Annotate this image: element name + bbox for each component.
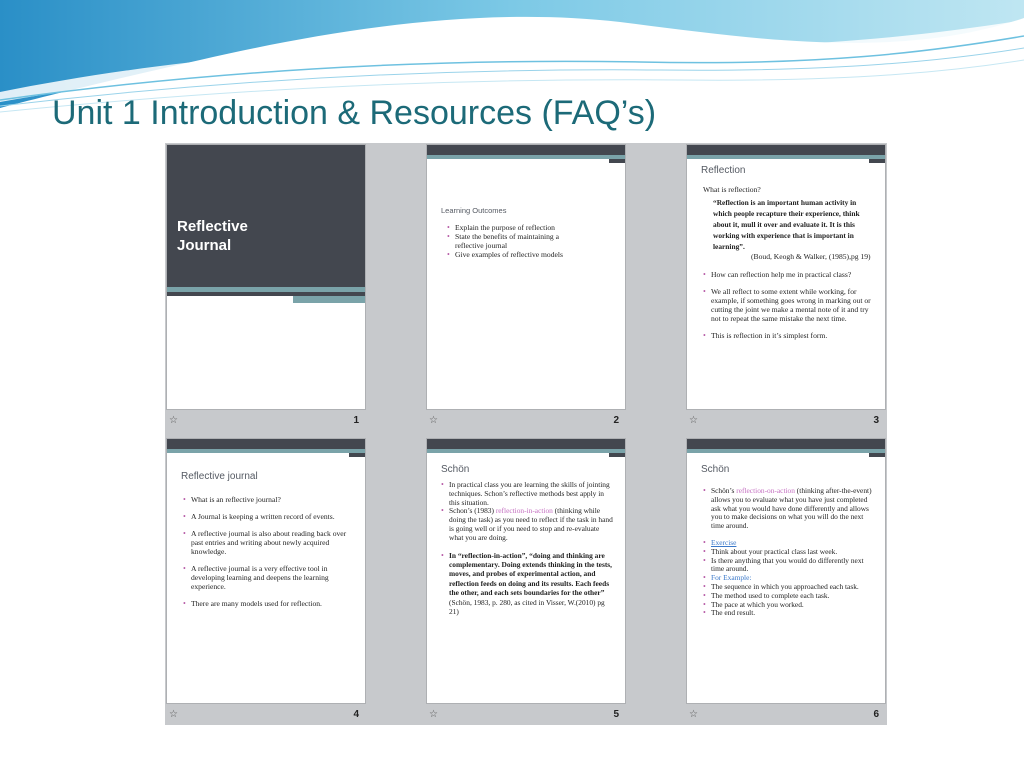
slide-number: 1 [353,415,359,426]
slide-number: 5 [613,709,619,720]
bullet-item: • Explain the purpose of reflection [447,223,585,232]
bullet-item: • State the benefits of maintaining a reflective journal [447,232,585,250]
slide-footer-4 [167,709,365,723]
transition-star-icon[interactable]: ☆ [169,415,178,426]
slide-thumbnail-3[interactable] [687,145,885,409]
bullet-item: • For Example: [703,574,877,583]
slide-title: Reflective Journal [177,218,248,254]
bullet-item: • This is reflection in it’s simplest form. [703,331,875,340]
page-title: Unit 1 Introduction & Resources (FAQ’s) [52,94,657,132]
slide-title: Schön [441,464,470,475]
transition-star-icon[interactable]: ☆ [169,709,178,720]
slide-title: Schön [701,464,730,475]
bullet-item: • The method used to complete each task. [703,592,877,601]
bullet-item: • Schön’s reflection-on-action (thinking after-the-event) allows you to evaluate what you have just completed ask what you would have done differently and allows you to make decisions on what you will do the next time around. [703,487,877,531]
slide-thumbnail-2[interactable] [427,145,625,409]
slide-body [703,185,875,340]
bullet-item: • The sequence in which you approached each task. [703,583,877,592]
slide-footer-1 [167,415,365,429]
slide-footer-2 [427,415,625,429]
bullet-item: • The pace at which you worked. [703,601,877,610]
slide-title: Reflection [701,165,746,176]
bullet-item: • In “reflection-in-action”, “doing and thinking are complementary. Doing extends thinking in the tests, moves, and probes of experimental action, and reflection feeds on doing and its results. Each feeds the other, and each sets boundaries for the other” (Schön, 1983, p. 280, as cited in Visser, W.(2010) pg 21) [441,551,615,617]
slide-thumbnail-5[interactable] [427,439,625,703]
slide-thumbnail-1[interactable] [167,145,365,409]
slide-footer-5 [427,709,625,723]
bullet-item: • What is an reflective journal? [183,495,355,504]
bullet-item: • How can reflection help me in practical class? [703,270,875,279]
bullet-item: • The end result. [703,609,877,618]
bullet-item: • There are many models used for reflection. [183,599,355,608]
bullet-item: • In practical class you are learning the skills of jointing techniques. Schon’s reflective methods best apply in this situation. [441,481,615,507]
slide-body [447,223,585,259]
transition-star-icon[interactable]: ☆ [689,709,698,720]
bullet-item: • A Journal is keeping a written record of events. [183,512,355,521]
transition-star-icon[interactable]: ☆ [689,415,698,426]
slide-number: 6 [873,709,879,720]
slide-title-block [167,145,365,287]
slide-body [183,495,355,608]
slide-body [703,487,877,618]
slide-footer-3 [687,415,885,429]
slide-quote: “Reflection is an important human activity in which people recapture their experience, think about it, mull it over and evaluate it. It is this working with experience that is important in learning”. [713,198,860,251]
bullet-item: • Is there anything that you would do differently next time around. [703,557,877,575]
bullet-item: • A reflective journal is a very effective tool in developing learning and deepens the learning experience. [183,564,355,591]
slide-number: 4 [353,709,359,720]
bullet-item: • Schon’s (1983) reflection-in-action (thinking while doing the task) as you need to reflect if the task in hand is going well or if you need to stop and re-evaluate what you are doing. [441,507,615,542]
slide-footer-6 [687,709,885,723]
slide-citation: (Boud, Keogh & Walker, (1985),pg 19) [751,252,871,261]
slide-thumbnail-4[interactable] [167,439,365,703]
slide-number: 3 [873,415,879,426]
bullet-item: • Think about your practical class last week. [703,548,877,557]
transition-star-icon[interactable]: ☆ [429,709,438,720]
transition-star-icon[interactable]: ☆ [429,415,438,426]
slide-question: What is reflection? [703,185,761,194]
bullet-item: • We all reflect to some extent while working, for example, if something goes wrong in marking out or cutting the joint we make a mental note of it and try not to repeat the same mistake the next time. [703,287,875,323]
slide-title: Reflective journal [181,471,258,482]
slide-sorter [165,143,887,725]
bullet-item: • A reflective journal is also about reading back over past entries and writing about newly acquired knowledge. [183,529,355,556]
slide-thumbnail-6[interactable] [687,439,885,703]
bullet-item: • Give examples of reflective models [447,250,585,259]
slide-heading: Learning Outcomes [441,206,507,215]
exercise-link[interactable]: • Exercise [703,539,877,548]
slide-body [441,481,615,616]
slide-number: 2 [613,415,619,426]
